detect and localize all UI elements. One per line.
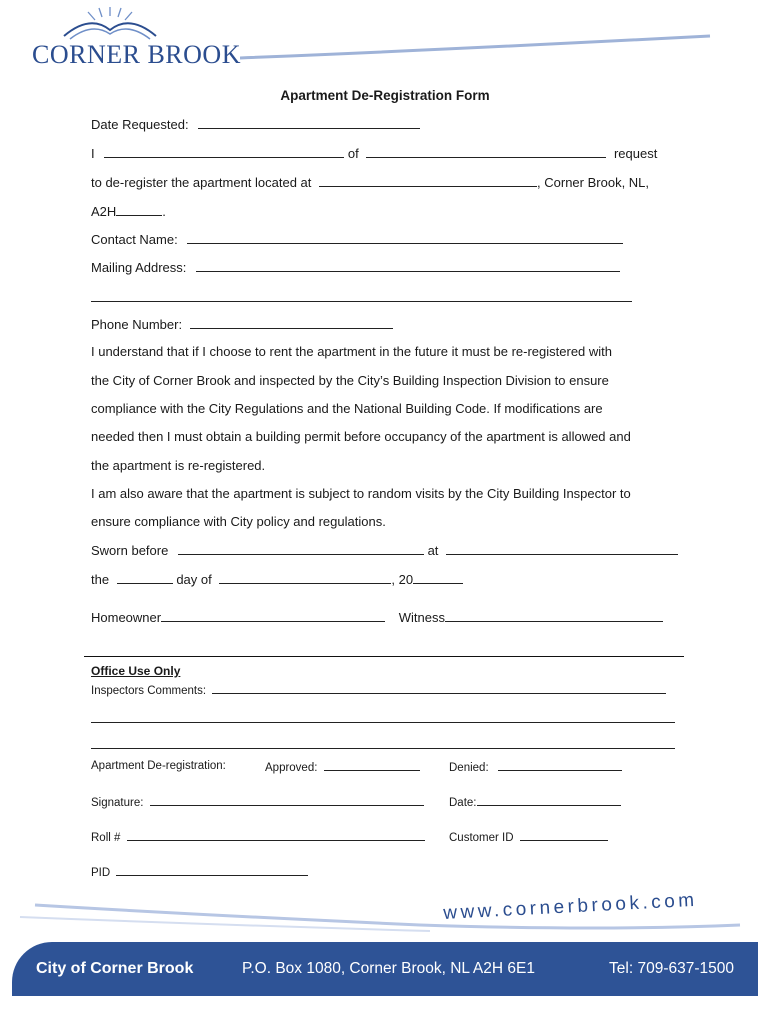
deregister-suffix: , Corner Brook, NL, <box>537 175 650 190</box>
name-row <box>91 145 657 161</box>
day-field[interactable] <box>117 571 173 584</box>
inspectors-row <box>91 683 666 697</box>
customer-id-field[interactable] <box>520 830 608 841</box>
customer-id-label: Customer ID <box>449 832 514 844</box>
name-field[interactable] <box>104 145 344 158</box>
approved-row <box>265 760 420 774</box>
date-requested-label: Date Requested: <box>91 117 189 132</box>
form-title: Apartment De-Registration Form <box>280 88 490 103</box>
month-field[interactable] <box>219 571 391 584</box>
office-date-row <box>449 795 621 809</box>
roll-field[interactable] <box>127 830 425 841</box>
denied-label: Denied: <box>449 762 489 774</box>
paragraph-line: ensure compliance with City policy and regulations. <box>91 514 386 529</box>
phone-number-label: Phone Number: <box>91 317 183 332</box>
contact-name-field[interactable] <box>187 231 623 244</box>
witness-signature-field[interactable] <box>445 609 663 622</box>
witness-label: Witness <box>398 610 445 625</box>
comments-line-3[interactable] <box>91 748 675 749</box>
header-swoosh <box>240 30 740 70</box>
postal-row <box>91 203 166 219</box>
i-label: I <box>91 146 95 161</box>
of-label: of <box>347 146 359 161</box>
denied-row <box>449 760 622 774</box>
pid-row <box>91 865 308 879</box>
pid-label: PID <box>91 867 111 879</box>
postal-code-field[interactable] <box>116 203 162 216</box>
signature-row <box>91 609 663 625</box>
paragraph-line: the City of Corner Brook and inspected by the City’s Building Inspection Division to ensure <box>91 373 609 388</box>
footer-phone: Tel: 709-637-1500 <box>609 960 734 977</box>
comments-line-2[interactable] <box>91 722 675 723</box>
office-date-field[interactable] <box>477 795 621 806</box>
sworn-at-field[interactable] <box>446 542 678 555</box>
contact-name-label: Contact Name: <box>91 232 178 247</box>
a2h-label: A2H <box>91 204 117 219</box>
phone-number-field[interactable] <box>190 316 393 329</box>
deregister-prefix: to de-register the apartment located at <box>91 175 312 190</box>
date-label: Date: <box>449 797 477 809</box>
paragraph-line: the apartment is re-registered. <box>91 458 266 473</box>
office-divider <box>84 656 684 657</box>
sworn-row <box>91 542 678 558</box>
customer-id-row <box>449 830 608 844</box>
year-field[interactable] <box>413 571 463 584</box>
office-signature-field[interactable] <box>150 795 424 806</box>
roll-row <box>91 830 425 844</box>
mailing-address-field[interactable] <box>196 259 620 272</box>
date-row <box>91 571 463 587</box>
inspectors-comments-field[interactable] <box>212 683 666 694</box>
dereg-label: Apartment De-registration: <box>91 760 226 772</box>
request-label: request <box>613 146 658 161</box>
pid-field[interactable] <box>116 865 308 876</box>
denied-field[interactable] <box>498 760 622 771</box>
logo-text: CORNER BROOK <box>32 40 241 69</box>
approved-field[interactable] <box>324 760 420 771</box>
office-heading: Office Use Only <box>91 664 181 678</box>
date-requested-field[interactable] <box>198 116 420 129</box>
paragraph-line: I am also aware that the apartment is subject to random visits by the City Building Inspector to <box>91 486 631 501</box>
website-url[interactable]: www.cornerbrook.com <box>442 889 699 925</box>
footer-address: P.O. Box 1080, Corner Brook, NL A2H 6E1 <box>242 960 535 977</box>
day-of-label: day of <box>176 572 212 587</box>
apartment-address-field[interactable] <box>319 174 537 187</box>
paragraph-line: I understand that if I choose to rent the apartment in the future it must be re-registered with <box>91 344 613 359</box>
footer-band <box>12 942 758 996</box>
the-label: the <box>91 572 110 587</box>
paragraph-line: needed then I must obtain a building permit before occupancy of the apartment is allowed and <box>91 429 631 444</box>
address-row <box>91 174 649 190</box>
year-prefix: , 20 <box>391 572 414 587</box>
approved-label: Approved: <box>265 762 318 774</box>
a2h-end: . <box>162 204 166 219</box>
mailing-row <box>91 259 620 275</box>
sworn-before-label: Sworn before <box>91 543 169 558</box>
paragraph-line: compliance with the City Regulations and the National Building Code. If modifications are <box>91 401 603 416</box>
phone-row <box>91 316 393 332</box>
signature-label: Signature: <box>91 797 144 809</box>
homeowner-signature-field[interactable] <box>161 609 385 622</box>
mailing-address-line-2[interactable] <box>91 301 632 302</box>
sworn-before-field[interactable] <box>178 542 424 555</box>
office-signature-row <box>91 795 424 809</box>
footer-city: City of Corner Brook <box>36 960 194 977</box>
of-field[interactable] <box>366 145 606 158</box>
homeowner-label: Homeowner <box>91 610 162 625</box>
date-requested-row <box>91 116 420 132</box>
inspectors-comments-label: Inspectors Comments: <box>91 685 207 697</box>
contact-row <box>91 231 623 247</box>
at-label: at <box>427 543 439 558</box>
roll-label: Roll # <box>91 832 121 844</box>
mailing-address-label: Mailing Address: <box>91 260 187 275</box>
